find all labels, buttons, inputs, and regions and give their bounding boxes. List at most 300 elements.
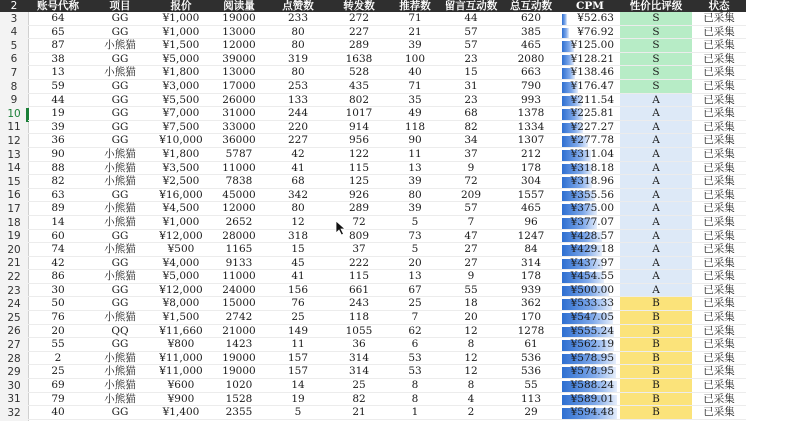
status-cell[interactable]: 已采集 — [692, 256, 746, 270]
total-cell[interactable]: 939 — [502, 283, 560, 297]
rec-cell[interactable]: 67 — [390, 283, 440, 297]
like-cell[interactable]: 156 — [268, 283, 328, 297]
column-header[interactable]: 状态 — [692, 0, 746, 12]
proj-cell[interactable]: GG — [88, 25, 152, 39]
row-number[interactable]: 27 — [7, 338, 21, 351]
code-cell[interactable]: 55 — [28, 338, 88, 352]
proj-cell[interactable]: 小熊猫 — [88, 147, 152, 161]
cpm-cell[interactable] — [560, 297, 620, 311]
grade-cell[interactable]: A — [620, 93, 692, 107]
fwd-cell[interactable]: 528 — [328, 66, 390, 80]
fwd-cell[interactable]: 956 — [328, 134, 390, 148]
row-number[interactable]: 3 — [10, 12, 18, 25]
row-number[interactable]: 24 — [7, 298, 21, 311]
grade-cell[interactable]: A — [620, 256, 692, 270]
like-cell[interactable]: 233 — [268, 12, 328, 25]
read-cell[interactable]: 1165 — [210, 243, 268, 257]
table-row[interactable] — [28, 188, 746, 202]
read-cell[interactable]: 12000 — [210, 39, 268, 53]
status-cell[interactable]: 已采集 — [692, 161, 746, 175]
rec-cell[interactable]: 71 — [390, 79, 440, 93]
read-cell[interactable]: 15000 — [210, 297, 268, 311]
read-cell[interactable]: 36000 — [210, 134, 268, 148]
price-cell[interactable]: ¥4,000 — [152, 256, 210, 270]
table-row[interactable] — [28, 351, 746, 365]
row-number[interactable]: 12 — [7, 134, 21, 147]
code-cell[interactable]: 79 — [28, 392, 88, 406]
like-cell[interactable]: 80 — [268, 39, 328, 53]
rec-cell[interactable]: 71 — [390, 12, 440, 25]
msg-cell[interactable]: 9 — [440, 270, 502, 284]
proj-cell[interactable]: 小熊猫 — [88, 39, 152, 53]
cpm-cell[interactable] — [560, 12, 620, 25]
msg-cell[interactable]: 12 — [440, 365, 502, 379]
grade-cell[interactable]: A — [620, 175, 692, 189]
price-cell[interactable]: ¥1,400 — [152, 406, 210, 420]
rec-cell[interactable]: 13 — [390, 270, 440, 284]
price-cell[interactable]: ¥1,500 — [152, 39, 210, 53]
msg-cell[interactable]: 15 — [440, 66, 502, 80]
grade-cell[interactable]: A — [620, 161, 692, 175]
like-cell[interactable]: 5 — [268, 406, 328, 420]
row-number[interactable]: 11 — [7, 121, 21, 134]
like-cell[interactable]: 68 — [268, 175, 328, 189]
total-cell[interactable]: 84 — [502, 243, 560, 257]
like-cell[interactable]: 157 — [268, 365, 328, 379]
table-row[interactable] — [28, 134, 746, 148]
grade-cell[interactable]: B — [620, 351, 692, 365]
fwd-cell[interactable]: 272 — [328, 12, 390, 25]
proj-cell[interactable]: GG — [88, 93, 152, 107]
total-cell[interactable]: 61 — [502, 338, 560, 352]
cpm-cell[interactable] — [560, 52, 620, 66]
status-cell[interactable]: 已采集 — [692, 134, 746, 148]
code-cell[interactable]: 69 — [28, 379, 88, 393]
grade-cell[interactable]: S — [620, 52, 692, 66]
msg-cell[interactable]: 27 — [440, 243, 502, 257]
code-cell[interactable]: 64 — [28, 12, 88, 25]
rec-cell[interactable]: 13 — [390, 161, 440, 175]
cpm-cell[interactable] — [560, 270, 620, 284]
row-number[interactable]: 5 — [10, 39, 18, 52]
msg-cell[interactable]: 23 — [440, 93, 502, 107]
fwd-cell[interactable]: 1055 — [328, 324, 390, 338]
status-cell[interactable]: 已采集 — [692, 25, 746, 39]
total-cell[interactable]: 465 — [502, 39, 560, 53]
fwd-cell[interactable]: 926 — [328, 188, 390, 202]
msg-cell[interactable]: 37 — [440, 147, 502, 161]
cpm-cell[interactable] — [560, 134, 620, 148]
grade-cell[interactable]: B — [620, 297, 692, 311]
table-row[interactable] — [28, 215, 746, 229]
read-cell[interactable]: 2652 — [210, 215, 268, 229]
read-cell[interactable]: 9133 — [210, 256, 268, 270]
row-number[interactable]: 26 — [7, 325, 21, 338]
row-number[interactable]: 20 — [7, 243, 21, 256]
cpm-cell[interactable] — [560, 351, 620, 365]
proj-cell[interactable]: 小熊猫 — [88, 161, 152, 175]
grade-cell[interactable]: S — [620, 12, 692, 25]
grade-cell[interactable]: B — [620, 338, 692, 352]
price-cell[interactable]: ¥12,000 — [152, 229, 210, 243]
row-number[interactable]: 18 — [7, 216, 21, 229]
read-cell[interactable]: 19000 — [210, 365, 268, 379]
proj-cell[interactable]: QQ — [88, 324, 152, 338]
rec-cell[interactable]: 7 — [390, 311, 440, 325]
code-cell[interactable]: 44 — [28, 93, 88, 107]
table-row[interactable] — [28, 392, 746, 406]
code-cell[interactable]: 86 — [28, 270, 88, 284]
cpm-cell[interactable] — [560, 365, 620, 379]
price-cell[interactable]: ¥500 — [152, 243, 210, 257]
row-number[interactable]: 17 — [7, 202, 21, 215]
row-number[interactable]: 25 — [7, 311, 21, 324]
status-cell[interactable]: 已采集 — [692, 351, 746, 365]
fwd-cell[interactable]: 227 — [328, 25, 390, 39]
read-cell[interactable]: 1423 — [210, 338, 268, 352]
msg-cell[interactable]: 23 — [440, 52, 502, 66]
read-cell[interactable]: 13000 — [210, 25, 268, 39]
code-cell[interactable]: 40 — [28, 406, 88, 420]
row-number[interactable]: 23 — [7, 284, 21, 297]
total-cell[interactable]: 1247 — [502, 229, 560, 243]
msg-cell[interactable]: 47 — [440, 229, 502, 243]
rec-cell[interactable]: 11 — [390, 147, 440, 161]
rec-cell[interactable]: 6 — [390, 338, 440, 352]
read-cell[interactable]: 12000 — [210, 202, 268, 216]
fwd-cell[interactable]: 289 — [328, 202, 390, 216]
like-cell[interactable]: 157 — [268, 351, 328, 365]
proj-cell[interactable]: GG — [88, 283, 152, 297]
read-cell[interactable]: 2742 — [210, 311, 268, 325]
table-row[interactable] — [28, 365, 746, 379]
code-cell[interactable]: 59 — [28, 79, 88, 93]
price-cell[interactable]: ¥1,000 — [152, 12, 210, 25]
cpm-cell[interactable] — [560, 147, 620, 161]
price-cell[interactable]: ¥11,660 — [152, 324, 210, 338]
code-cell[interactable]: 14 — [28, 215, 88, 229]
cpm-cell[interactable] — [560, 243, 620, 257]
cpm-cell[interactable] — [560, 324, 620, 338]
total-cell[interactable]: 385 — [502, 25, 560, 39]
total-cell[interactable]: 536 — [502, 351, 560, 365]
msg-cell[interactable]: 31 — [440, 79, 502, 93]
proj-cell[interactable]: GG — [88, 12, 152, 25]
status-cell[interactable]: 已采集 — [692, 379, 746, 393]
row-number[interactable]: 19 — [7, 230, 21, 243]
rec-cell[interactable]: 5 — [390, 215, 440, 229]
fwd-cell[interactable]: 802 — [328, 93, 390, 107]
like-cell[interactable]: 11 — [268, 338, 328, 352]
grade-cell[interactable]: S — [620, 79, 692, 93]
cpm-cell[interactable] — [560, 25, 620, 39]
read-cell[interactable]: 2355 — [210, 406, 268, 420]
row-number[interactable]: 22 — [7, 270, 21, 283]
table-row[interactable] — [28, 25, 746, 39]
code-cell[interactable]: 25 — [28, 365, 88, 379]
fwd-cell[interactable]: 661 — [328, 283, 390, 297]
row-number[interactable]: 9 — [10, 94, 18, 107]
fwd-cell[interactable]: 37 — [328, 243, 390, 257]
like-cell[interactable]: 80 — [268, 202, 328, 216]
row-number[interactable]: 16 — [7, 189, 21, 202]
table-row[interactable] — [28, 161, 746, 175]
column-header[interactable]: 账号代称 — [28, 0, 88, 12]
proj-cell[interactable]: GG — [88, 406, 152, 420]
total-cell[interactable]: 304 — [502, 175, 560, 189]
price-cell[interactable]: ¥3,000 — [152, 79, 210, 93]
status-cell[interactable]: 已采集 — [692, 147, 746, 161]
msg-cell[interactable]: 34 — [440, 134, 502, 148]
like-cell[interactable]: 19 — [268, 392, 328, 406]
row-number[interactable]: 2 — [10, 0, 18, 12]
price-cell[interactable]: ¥5,000 — [152, 270, 210, 284]
price-cell[interactable]: ¥1,800 — [152, 66, 210, 80]
msg-cell[interactable]: 20 — [440, 311, 502, 325]
grade-cell[interactable]: A — [620, 147, 692, 161]
code-cell[interactable]: 2 — [28, 351, 88, 365]
like-cell[interactable]: 80 — [268, 25, 328, 39]
status-cell[interactable]: 已采集 — [692, 229, 746, 243]
row-number[interactable]: 10 — [7, 107, 21, 120]
fwd-cell[interactable]: 222 — [328, 256, 390, 270]
row-number[interactable]: 31 — [7, 393, 21, 406]
fwd-cell[interactable]: 125 — [328, 175, 390, 189]
table-row[interactable] — [28, 270, 746, 284]
total-cell[interactable]: 314 — [502, 256, 560, 270]
rec-cell[interactable]: 90 — [390, 134, 440, 148]
price-cell[interactable]: ¥7,500 — [152, 120, 210, 134]
like-cell[interactable]: 76 — [268, 297, 328, 311]
table-row[interactable] — [28, 12, 746, 25]
row-number[interactable]: 15 — [7, 175, 21, 188]
price-cell[interactable]: ¥1,800 — [152, 147, 210, 161]
rec-cell[interactable]: 39 — [390, 39, 440, 53]
proj-cell[interactable]: 小熊猫 — [88, 243, 152, 257]
like-cell[interactable]: 25 — [268, 311, 328, 325]
cpm-cell[interactable] — [560, 338, 620, 352]
table-row[interactable] — [28, 243, 746, 257]
msg-cell[interactable]: 7 — [440, 215, 502, 229]
proj-cell[interactable]: 小熊猫 — [88, 392, 152, 406]
proj-cell[interactable]: GG — [88, 120, 152, 134]
total-cell[interactable]: 96 — [502, 215, 560, 229]
column-header[interactable]: 推荐数 — [390, 0, 440, 12]
rec-cell[interactable]: 118 — [390, 120, 440, 134]
row-number[interactable]: 28 — [7, 352, 21, 365]
code-cell[interactable]: 63 — [28, 188, 88, 202]
like-cell[interactable]: 342 — [268, 188, 328, 202]
cpm-cell[interactable] — [560, 161, 620, 175]
status-cell[interactable]: 已采集 — [692, 93, 746, 107]
msg-cell[interactable]: 18 — [440, 297, 502, 311]
table-row[interactable] — [28, 39, 746, 53]
proj-cell[interactable]: GG — [88, 79, 152, 93]
code-cell[interactable]: 39 — [28, 120, 88, 134]
table-row[interactable] — [28, 52, 746, 66]
proj-cell[interactable]: 小熊猫 — [88, 175, 152, 189]
column-header[interactable]: 总互动数 — [502, 0, 560, 12]
cpm-cell[interactable] — [560, 379, 620, 393]
msg-cell[interactable]: 57 — [440, 39, 502, 53]
like-cell[interactable]: 15 — [268, 243, 328, 257]
msg-cell[interactable]: 8 — [440, 338, 502, 352]
rec-cell[interactable]: 20 — [390, 256, 440, 270]
like-cell[interactable]: 220 — [268, 120, 328, 134]
msg-cell[interactable]: 12 — [440, 351, 502, 365]
msg-cell[interactable]: 9 — [440, 161, 502, 175]
code-cell[interactable]: 42 — [28, 256, 88, 270]
cpm-cell[interactable] — [560, 120, 620, 134]
grade-cell[interactable]: A — [620, 134, 692, 148]
proj-cell[interactable]: GG — [88, 338, 152, 352]
status-cell[interactable]: 已采集 — [692, 270, 746, 284]
proj-cell[interactable]: 小熊猫 — [88, 270, 152, 284]
grade-cell[interactable]: A — [620, 270, 692, 284]
fwd-cell[interactable]: 289 — [328, 39, 390, 53]
total-cell[interactable]: 178 — [502, 161, 560, 175]
price-cell[interactable]: ¥8,000 — [152, 297, 210, 311]
like-cell[interactable]: 319 — [268, 52, 328, 66]
price-cell[interactable]: ¥3,500 — [152, 161, 210, 175]
msg-cell[interactable]: 27 — [440, 256, 502, 270]
row-number[interactable]: 8 — [10, 80, 18, 93]
proj-cell[interactable]: GG — [88, 52, 152, 66]
table-row[interactable] — [28, 147, 746, 161]
fwd-cell[interactable]: 435 — [328, 79, 390, 93]
row-number[interactable]: 21 — [7, 257, 21, 270]
price-cell[interactable]: ¥11,000 — [152, 351, 210, 365]
total-cell[interactable]: 663 — [502, 66, 560, 80]
read-cell[interactable]: 21000 — [210, 324, 268, 338]
code-cell[interactable]: 65 — [28, 25, 88, 39]
proj-cell[interactable]: 小熊猫 — [88, 351, 152, 365]
grade-cell[interactable]: B — [620, 379, 692, 393]
price-cell[interactable]: ¥900 — [152, 392, 210, 406]
status-cell[interactable]: 已采集 — [692, 365, 746, 379]
table-row[interactable] — [28, 406, 746, 420]
table-row[interactable] — [28, 379, 746, 393]
code-cell[interactable]: 89 — [28, 202, 88, 216]
table-row[interactable] — [28, 229, 746, 243]
code-cell[interactable]: 20 — [28, 324, 88, 338]
row-number[interactable]: 14 — [7, 162, 21, 175]
total-cell[interactable]: 536 — [502, 365, 560, 379]
like-cell[interactable]: 253 — [268, 79, 328, 93]
read-cell[interactable]: 19000 — [210, 351, 268, 365]
cpm-cell[interactable] — [560, 283, 620, 297]
proj-cell[interactable]: 小熊猫 — [88, 66, 152, 80]
msg-cell[interactable]: 68 — [440, 107, 502, 121]
price-cell[interactable]: ¥600 — [152, 379, 210, 393]
fwd-cell[interactable]: 36 — [328, 338, 390, 352]
like-cell[interactable]: 42 — [268, 147, 328, 161]
rec-cell[interactable]: 73 — [390, 229, 440, 243]
column-header[interactable]: 转发数 — [328, 0, 390, 12]
price-cell[interactable]: ¥4,500 — [152, 202, 210, 216]
total-cell[interactable]: 29 — [502, 406, 560, 420]
cpm-cell[interactable] — [560, 256, 620, 270]
grade-cell[interactable]: A — [620, 283, 692, 297]
total-cell[interactable]: 113 — [502, 392, 560, 406]
cpm-cell[interactable] — [560, 66, 620, 80]
read-cell[interactable]: 33000 — [210, 120, 268, 134]
total-cell[interactable]: 55 — [502, 379, 560, 393]
status-cell[interactable]: 已采集 — [692, 243, 746, 257]
cpm-cell[interactable] — [560, 215, 620, 229]
read-cell[interactable]: 31000 — [210, 107, 268, 121]
read-cell[interactable]: 5787 — [210, 147, 268, 161]
grade-cell[interactable]: B — [620, 311, 692, 325]
msg-cell[interactable]: 57 — [440, 202, 502, 216]
rec-cell[interactable]: 40 — [390, 66, 440, 80]
total-cell[interactable]: 790 — [502, 79, 560, 93]
status-cell[interactable]: 已采集 — [692, 52, 746, 66]
rec-cell[interactable]: 8 — [390, 379, 440, 393]
table-row[interactable] — [28, 338, 746, 352]
cpm-cell[interactable] — [560, 392, 620, 406]
cpm-cell[interactable] — [560, 406, 620, 420]
code-cell[interactable]: 82 — [28, 175, 88, 189]
rec-cell[interactable]: 39 — [390, 175, 440, 189]
total-cell[interactable]: 1307 — [502, 134, 560, 148]
table-row[interactable] — [28, 93, 746, 107]
read-cell[interactable]: 24000 — [210, 283, 268, 297]
status-cell[interactable]: 已采集 — [692, 107, 746, 121]
price-cell[interactable]: ¥5,500 — [152, 93, 210, 107]
read-cell[interactable]: 11000 — [210, 161, 268, 175]
status-cell[interactable]: 已采集 — [692, 188, 746, 202]
like-cell[interactable]: 41 — [268, 161, 328, 175]
code-cell[interactable]: 60 — [28, 229, 88, 243]
status-cell[interactable]: 已采集 — [692, 338, 746, 352]
row-number[interactable]: 29 — [7, 366, 21, 379]
like-cell[interactable]: 227 — [268, 134, 328, 148]
grade-cell[interactable]: B — [620, 365, 692, 379]
proj-cell[interactable]: GG — [88, 188, 152, 202]
proj-cell[interactable]: GG — [88, 256, 152, 270]
price-cell[interactable]: ¥11,000 — [152, 365, 210, 379]
cpm-cell[interactable] — [560, 175, 620, 189]
cpm-cell[interactable] — [560, 107, 620, 121]
fwd-cell[interactable]: 115 — [328, 161, 390, 175]
column-header[interactable]: 阅读量 — [210, 0, 268, 12]
table-row[interactable] — [28, 120, 746, 134]
column-header[interactable]: 点赞数 — [268, 0, 328, 12]
fwd-cell[interactable]: 243 — [328, 297, 390, 311]
row-number[interactable]: 13 — [7, 148, 21, 161]
proj-cell[interactable]: 小熊猫 — [88, 311, 152, 325]
price-cell[interactable]: ¥5,000 — [152, 52, 210, 66]
rec-cell[interactable]: 1 — [390, 406, 440, 420]
total-cell[interactable]: 1334 — [502, 120, 560, 134]
fwd-cell[interactable]: 25 — [328, 379, 390, 393]
code-cell[interactable]: 19 — [28, 107, 88, 121]
grade-cell[interactable]: B — [620, 406, 692, 420]
total-cell[interactable]: 178 — [502, 270, 560, 284]
msg-cell[interactable]: 4 — [440, 392, 502, 406]
like-cell[interactable]: 41 — [268, 270, 328, 284]
rec-cell[interactable]: 49 — [390, 107, 440, 121]
row-number[interactable]: 6 — [10, 53, 18, 66]
row-number[interactable]: 4 — [10, 26, 18, 39]
column-header[interactable]: 项目 — [88, 0, 152, 12]
like-cell[interactable]: 318 — [268, 229, 328, 243]
rec-cell[interactable]: 8 — [390, 392, 440, 406]
table-row[interactable] — [28, 256, 746, 270]
read-cell[interactable]: 13000 — [210, 66, 268, 80]
table-row[interactable] — [28, 107, 746, 121]
